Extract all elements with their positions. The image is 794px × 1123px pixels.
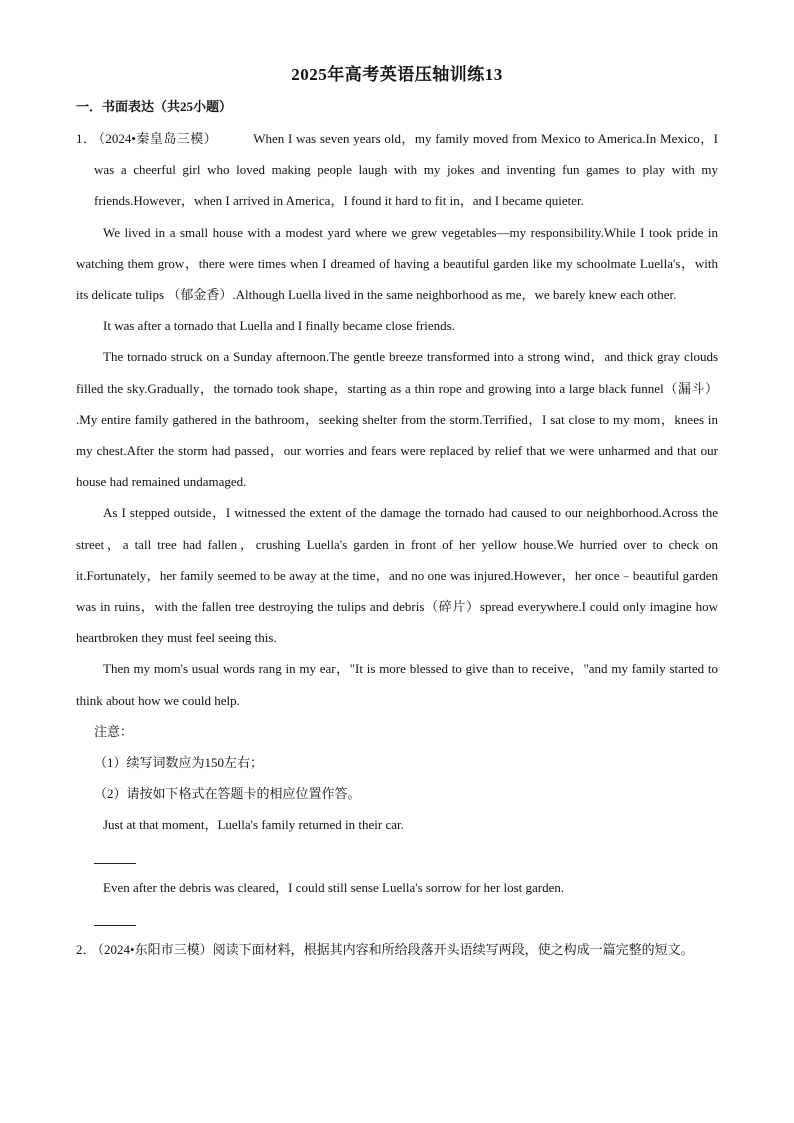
question-1 (76, 123, 718, 965)
answer-blank-1 (76, 841, 718, 872)
answer-blank-line-2 (94, 925, 136, 926)
question-2-number: 2． (76, 942, 96, 958)
question-1-first-paragraph (76, 123, 718, 217)
continuation-prompt-2: Even after the debris was cleared，I could still sense Luella's sorrow for her lost garden. (103, 879, 565, 895)
question-1-number: 1． (76, 131, 97, 146)
note-item-1: （1）续写词数应为150左右； (94, 755, 264, 771)
question-2 (76, 934, 718, 965)
question-1-paragraph-1: When I was seven years old，my family moved from Mexico to America.In Mexico，I was a cheerful girl who loved making people laugh with my jokes and inventing fun games to play with my friends.However，when I arrived in America，I found it hard to fit in，and I became quieter. (94, 131, 718, 209)
question-1-paragraph-5: As I stepped outside，I witnessed the extent of the damage the tornado had caused to our neighborhood.Across the street，a tall tree had fallen，crushing Luella's garden in front of her yellow house.We hurried over to check on it.Fortunately，her family seemed to be away at the time，and no one was injured.However，her once﹣beautiful garden was in ruins，with the fallen tree destroying the tulips and debris（碎片）spread everywhere.I could only imagine how heartbroken they must feel seeing this. (76, 505, 718, 646)
continuation-prompt-1: Just at that moment，Luella's family returned in their car. (103, 817, 404, 833)
section-heading: 一．书面表达（共25小题） (76, 99, 233, 114)
note-item-2: （2）请按如下格式在答题卡的相应位置作答。 (94, 786, 361, 802)
note-label: 注意： (94, 723, 134, 739)
question-1-paragraph-2: We lived in a small house with a modest yard where we grew vegetables—my responsibility.While I took pride in watching them grow，there were times when I dreamed of having a beautiful garden like my schoolmate Luella's，with its delicate tulips （郁金香）.Although Luella lived in the same neighborhood as me，we barely knew each other. (76, 224, 718, 303)
question-1-paragraph-6: Then my mom's usual words rang in my ear，"It is more blessed to give than to receive，"and my family started to think about how we could help. (76, 661, 718, 708)
question-1-source: （2024•秦皇岛三模） (98, 131, 218, 146)
question-2-source: （2024•东阳市三模） (97, 942, 213, 958)
answer-blank-line-1 (94, 863, 136, 864)
question-1-paragraph-4: The tornado struck on a Sunday afternoon.The gentle breeze transformed into a strong wind，and thick gray clouds filled the sky.Gradually，the tornado took shape，starting as a thin rope and growing into a large black funnel（漏斗） .My entire family gathered in the bathroom，seeking shelter from the storm.Terrified，I sat close to my mom，knees in my chest.After the storm had passed，our worries and fears were replaced by relief that we were unharmed and that our house had remained undamaged. (76, 349, 718, 490)
question-1-paragraph-3: It was after a tornado that Luella and I finally became close friends. (103, 318, 455, 334)
document-title: 2025年高考英语压轴训练13 (291, 65, 503, 84)
question-2-text: 阅读下面材料，根据其内容和所给段落开头语续写两段，使之构成一篇完整的短文。 (212, 942, 694, 958)
answer-blank-2 (76, 903, 718, 934)
